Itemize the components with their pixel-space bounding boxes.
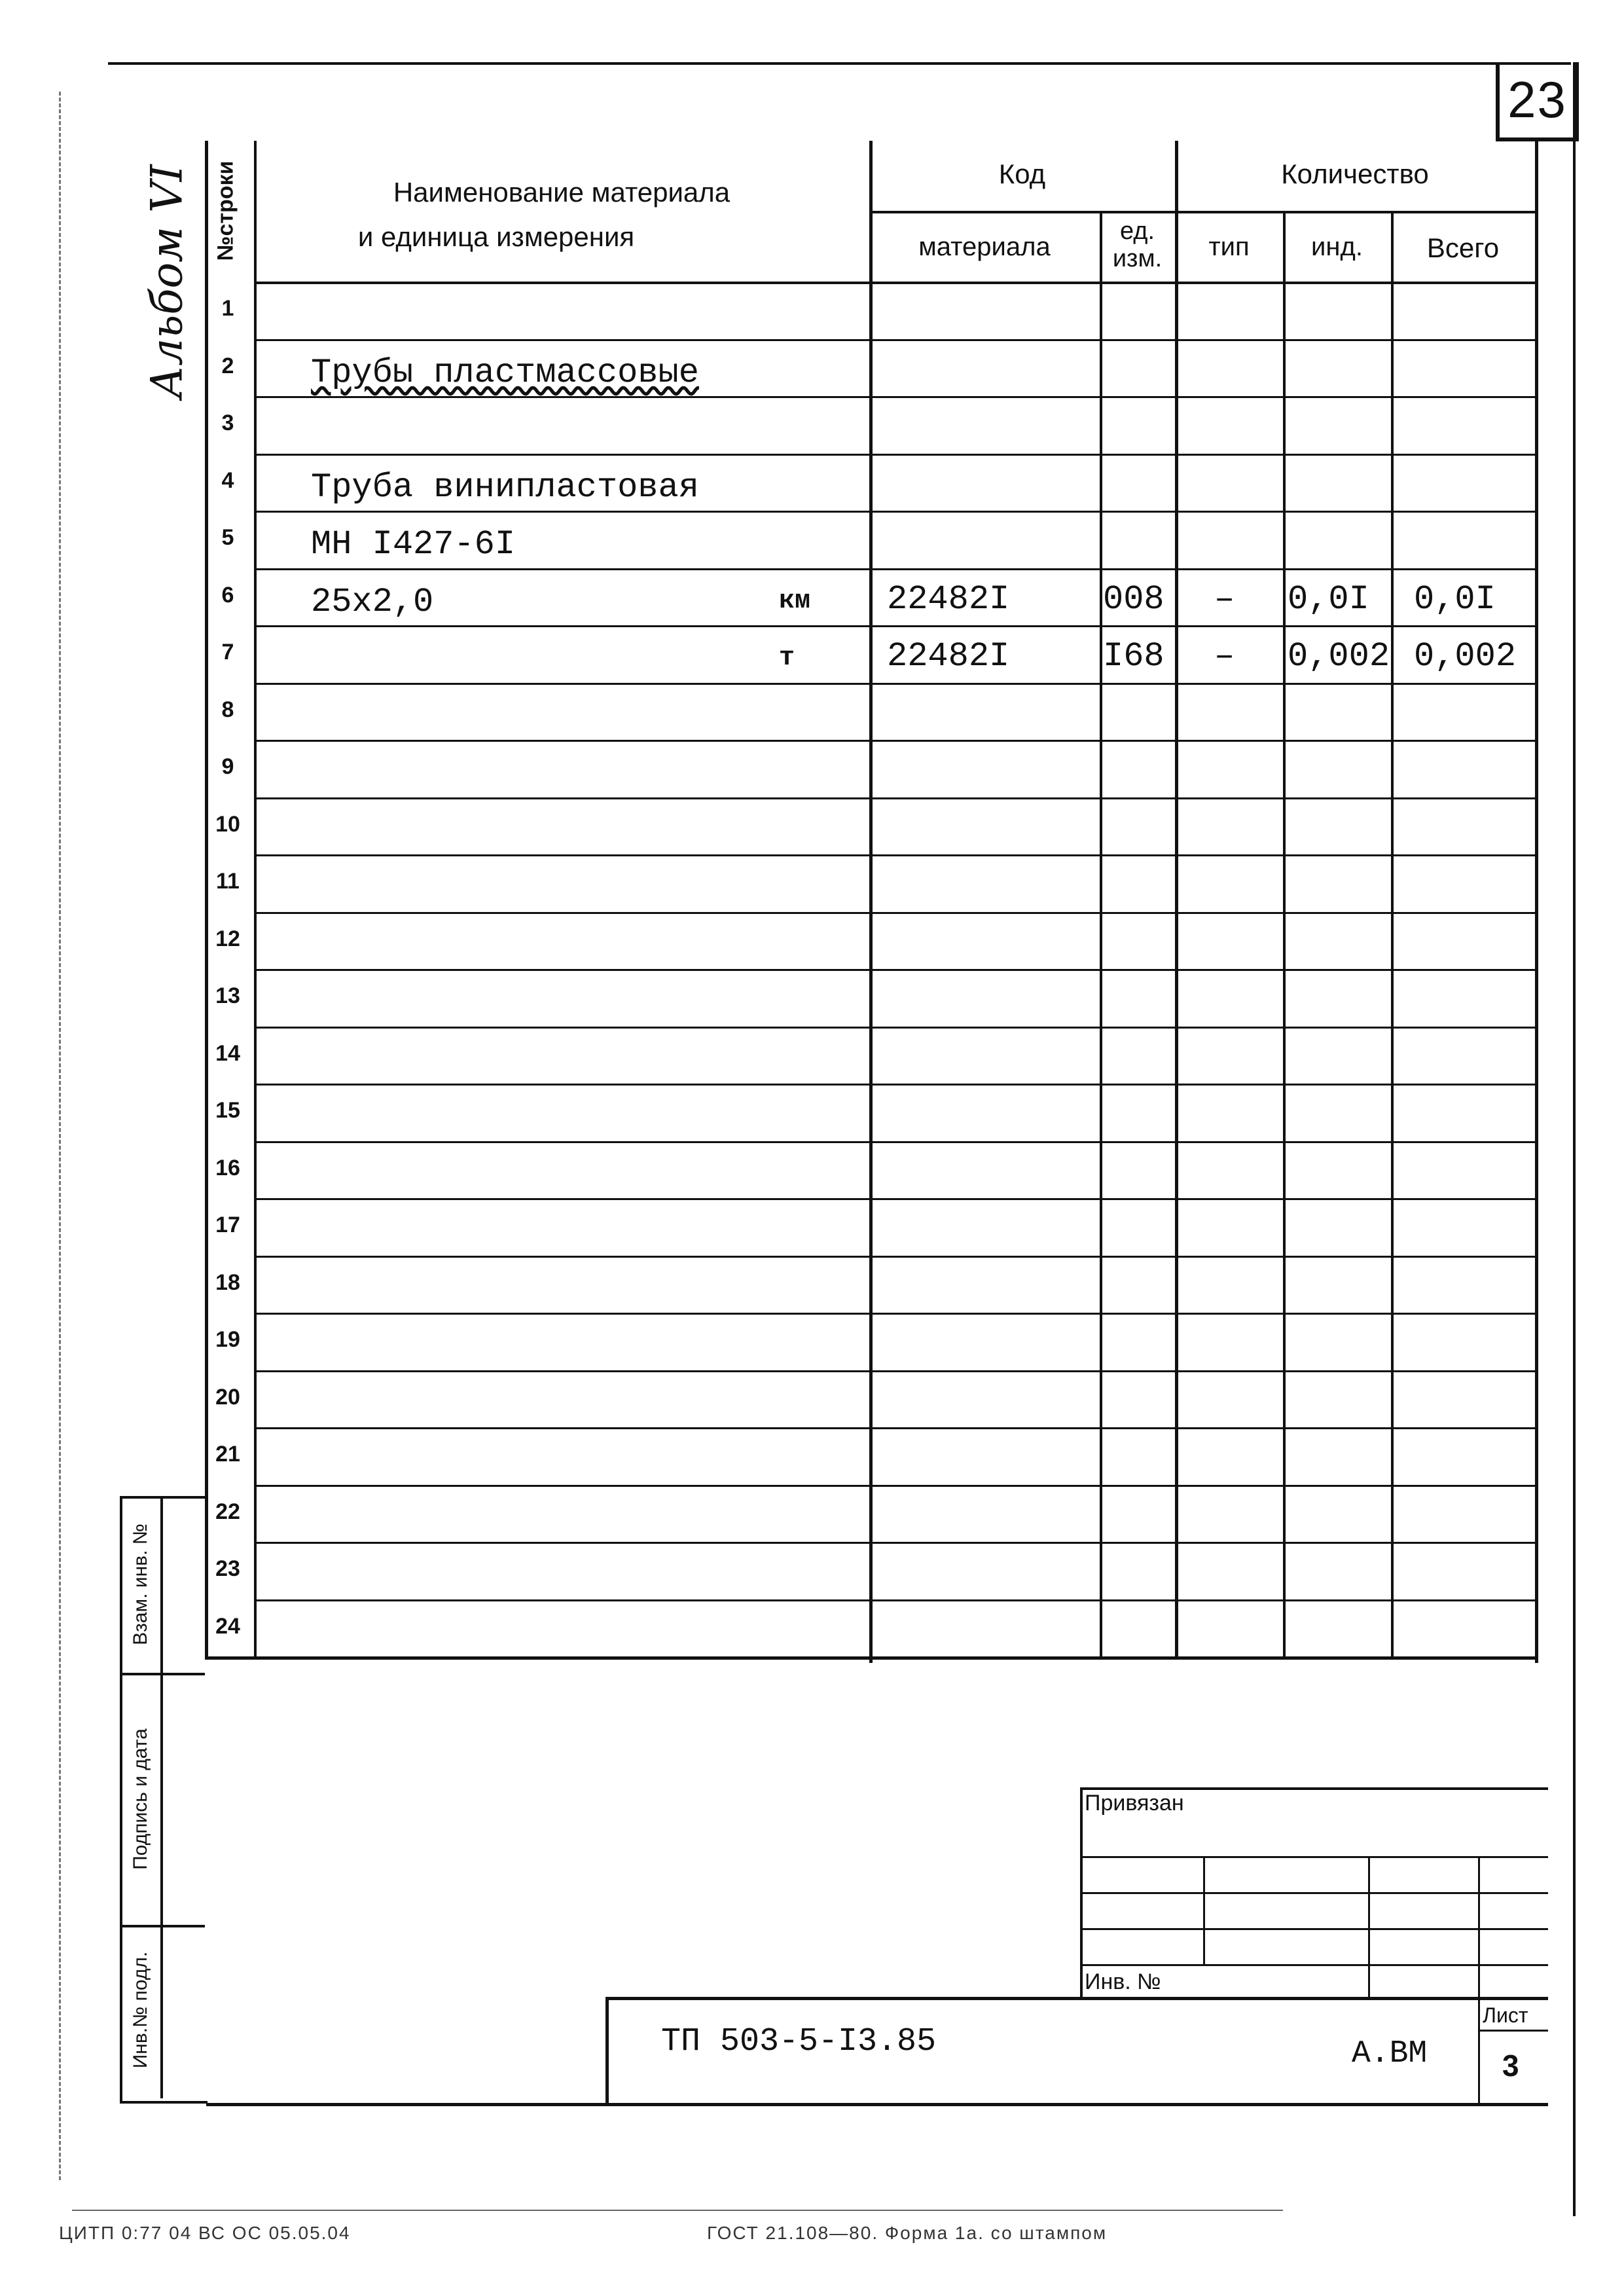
sheet-value: 3 bbox=[1502, 2049, 1519, 2083]
row-tip: – bbox=[1214, 579, 1235, 619]
row-number: 22 bbox=[215, 1499, 240, 1524]
row-divider bbox=[254, 1198, 1535, 1200]
row-divider bbox=[254, 1313, 1535, 1315]
row-ind: 0,002 bbox=[1288, 637, 1390, 676]
header-quantity: Количество bbox=[1281, 158, 1429, 189]
row-unit-code: I68 bbox=[1103, 637, 1164, 676]
privyazan-col-3 bbox=[1478, 1856, 1480, 2105]
privyazan-box-top bbox=[1080, 1787, 1548, 1790]
row-number: 11 bbox=[216, 869, 240, 894]
sheet-label: Лист bbox=[1483, 2003, 1528, 2027]
row-number: 2 bbox=[221, 353, 234, 378]
header-total: Всего bbox=[1426, 232, 1500, 263]
row-divider bbox=[254, 1427, 1535, 1429]
privyazan-col-1 bbox=[1203, 1856, 1205, 1966]
sheet-corner-number: 23 bbox=[1496, 62, 1579, 141]
row-number: 1 bbox=[221, 296, 234, 321]
privyazan-col-2 bbox=[1368, 1856, 1370, 2000]
row-ind: 0,0I bbox=[1288, 579, 1369, 619]
header-unit-code: ед. изм. bbox=[1112, 217, 1163, 272]
row-divider bbox=[254, 1599, 1535, 1601]
row-number: 10 bbox=[215, 811, 240, 837]
row-number: 21 bbox=[215, 1442, 240, 1467]
row-divider bbox=[254, 1084, 1535, 1086]
row-total: 0,002 bbox=[1414, 637, 1517, 676]
row-divider bbox=[254, 568, 1535, 570]
row-divider bbox=[254, 625, 1535, 627]
album-label: Альбом VI bbox=[141, 164, 192, 399]
row-divider bbox=[254, 683, 1535, 685]
row-divider bbox=[254, 1027, 1535, 1029]
row-number: 16 bbox=[215, 1155, 240, 1180]
row-divider bbox=[254, 969, 1535, 971]
header-name: Наименование материала bbox=[393, 177, 731, 208]
row-number: 9 bbox=[221, 754, 234, 779]
row-number: 15 bbox=[215, 1098, 240, 1123]
row-divider bbox=[254, 854, 1535, 856]
row-material-code: 22482I bbox=[887, 637, 1010, 676]
row-tip: – bbox=[1214, 637, 1235, 676]
row-unit: км bbox=[779, 586, 811, 616]
side-block-inner-line bbox=[160, 1496, 163, 2098]
stamp-designation: ТП 503-5-I3.85 bbox=[661, 2023, 937, 2060]
row-total: 0,0I bbox=[1414, 579, 1496, 619]
row-divider bbox=[254, 1542, 1535, 1544]
inv-no-label: Инв. № bbox=[1085, 1969, 1161, 1994]
row-divider bbox=[254, 1370, 1535, 1372]
footer-form-reference: ГОСТ 21.108—80. Форма 1а. со штампом bbox=[707, 2223, 1108, 2243]
row-number: 20 bbox=[215, 1384, 240, 1410]
row-number: 24 bbox=[215, 1613, 240, 1639]
row-name: 25х2,0 bbox=[311, 582, 434, 621]
podpis-data-label: Подпись и дата bbox=[130, 1728, 151, 1870]
row-number: 17 bbox=[215, 1213, 240, 1237]
col-line-code bbox=[1100, 211, 1102, 1656]
row-divider bbox=[254, 740, 1535, 742]
row-number: 6 bbox=[221, 582, 234, 608]
vzam-inv-label: Взам. инв. № bbox=[130, 1524, 151, 1645]
header-name-line2: и единица измерения bbox=[357, 221, 635, 252]
sheet-box-divider bbox=[1478, 2030, 1548, 2032]
row-number: 8 bbox=[221, 697, 234, 722]
footer-line bbox=[72, 2210, 1283, 2211]
row-number: 3 bbox=[221, 411, 234, 435]
row-unit-code: 008 bbox=[1103, 579, 1164, 619]
stamp-album: А.ВМ bbox=[1352, 2036, 1428, 2071]
stamp-left-edge bbox=[605, 1997, 609, 2105]
header-row-no: №строки bbox=[213, 160, 238, 261]
row-divider bbox=[254, 912, 1535, 914]
row-name: МН I427-6I bbox=[311, 525, 516, 564]
row-number: 23 bbox=[215, 1556, 240, 1581]
col-line-tip bbox=[1283, 211, 1286, 1656]
row-divider bbox=[254, 1141, 1535, 1143]
row-divider bbox=[254, 454, 1535, 456]
header-bottom-line bbox=[254, 282, 1535, 284]
row-divider bbox=[254, 339, 1535, 341]
row-divider bbox=[254, 396, 1535, 398]
inv-podl-label: Инв.№ подл. bbox=[130, 1951, 151, 2069]
stamp-top-edge bbox=[605, 1997, 1548, 2000]
row-material-code: 22482I bbox=[887, 579, 1010, 619]
header-ind: инд. bbox=[1311, 232, 1363, 261]
row-number: 13 bbox=[215, 983, 240, 1008]
table-right-edge bbox=[1535, 141, 1538, 1663]
header-tip: тип bbox=[1208, 232, 1250, 261]
row-number: 18 bbox=[215, 1269, 240, 1295]
row-number: 5 bbox=[221, 525, 234, 550]
row-number: 12 bbox=[215, 926, 240, 951]
row-divider bbox=[254, 797, 1535, 799]
header-code: Код bbox=[998, 158, 1046, 189]
row-name: Трубы пластмассовые bbox=[311, 353, 699, 392]
row-divider bbox=[254, 1256, 1535, 1258]
row-name: Труба винипластовая bbox=[311, 467, 699, 507]
row-number: 4 bbox=[221, 467, 234, 493]
row-divider bbox=[254, 1485, 1535, 1487]
row-number: 19 bbox=[215, 1327, 240, 1352]
col-line-name bbox=[869, 141, 873, 1663]
row-unit: т bbox=[779, 644, 795, 673]
privyazan-label: Привязан bbox=[1085, 1791, 1184, 1816]
stamp-bottom-edge bbox=[206, 2103, 1548, 2106]
header-mid-line bbox=[869, 211, 1535, 213]
footer-left-code: ЦИТП 0:77 04 ВС ОС 05.05.04 bbox=[59, 2223, 351, 2243]
col-line-ind bbox=[1391, 211, 1394, 1656]
header-material: материала bbox=[918, 232, 1051, 261]
table-bottom-line bbox=[205, 1656, 1535, 1660]
row-number: 7 bbox=[221, 640, 234, 665]
row-number: 14 bbox=[215, 1040, 240, 1066]
row-divider bbox=[254, 511, 1535, 513]
